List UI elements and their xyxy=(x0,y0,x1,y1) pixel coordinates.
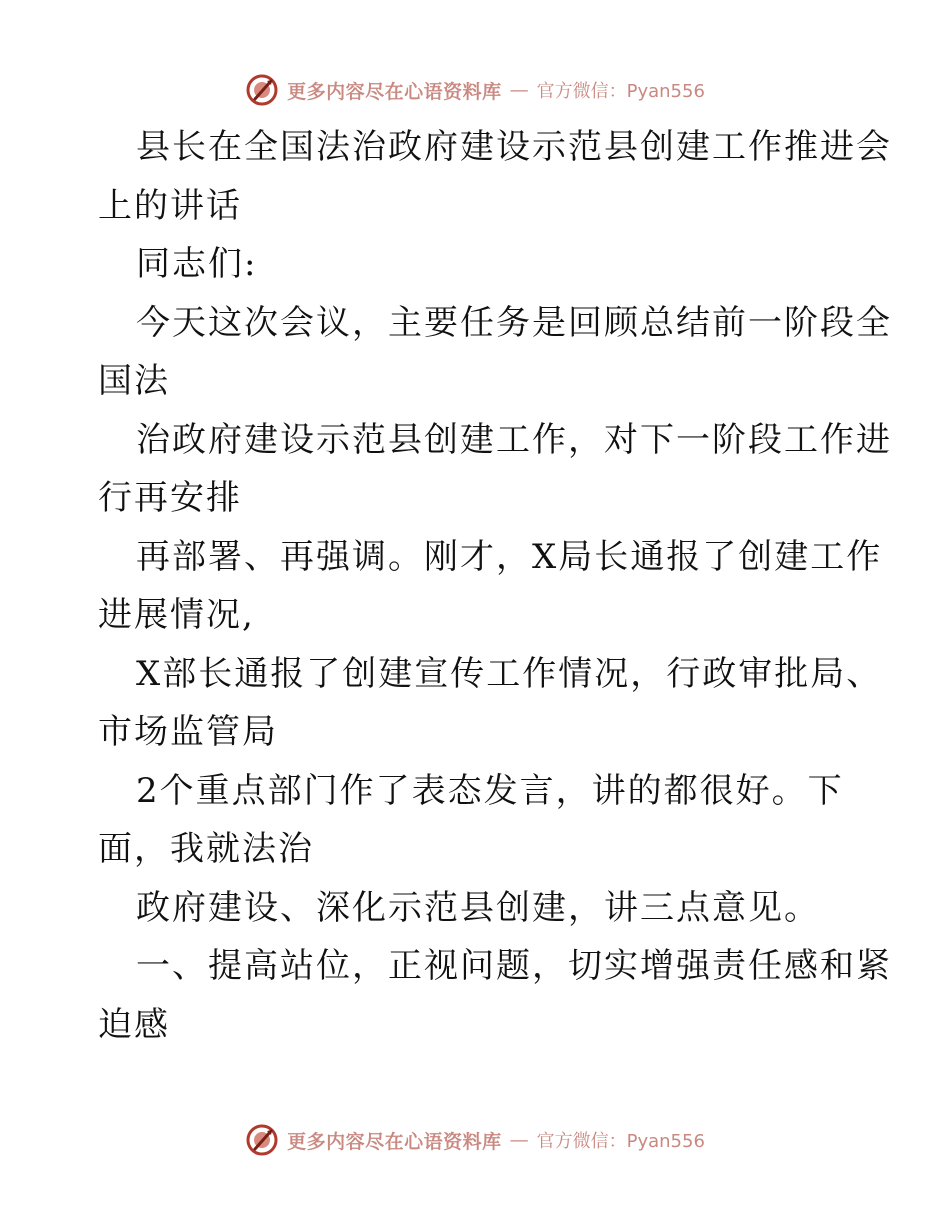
document-line: 行再安排 xyxy=(98,478,242,518)
document-line: 上的讲话 xyxy=(98,185,242,226)
watermark-brand-text: 更多内容尽在心语资料库 xyxy=(287,1130,502,1153)
document-line: X部长通报了创建宣传工作情况，行政审批局、 xyxy=(136,653,883,694)
document-line: 面，我就法治 xyxy=(98,829,314,869)
document-line: 一、提高站位，正视问题，切实增强责任感和紧 xyxy=(136,946,892,986)
footer-watermark xyxy=(0,1120,950,1160)
watermark-separator: — xyxy=(509,79,529,101)
watermark-brand-text: 更多内容尽在心语资料库 xyxy=(287,80,502,103)
document-line: 再部署、再强调。刚才，X局长通报了创建工作 xyxy=(136,536,883,577)
watermark-separator: — xyxy=(509,1129,529,1151)
document-line: 迫感 xyxy=(98,1004,170,1045)
document-line: 治政府建设示范县创建工作，对下一阶段工作进 xyxy=(136,419,892,460)
document-line: 政府建设、深化示范县创建，讲三点意见。 xyxy=(136,887,820,928)
document-line: 今天这次会议，主要任务是回顾总结前一阶段全 xyxy=(136,302,892,343)
watermark-wechat-text: 官方微信：Pyan556 xyxy=(536,1131,705,1152)
watermark-wechat-text: 官方微信：Pyan556 xyxy=(536,81,705,102)
header-watermark xyxy=(0,70,950,110)
document-line: 进展情况, xyxy=(98,595,255,635)
brand-logo-icon xyxy=(245,73,279,107)
brand-logo-icon xyxy=(245,1123,279,1157)
document-line: 2个重点部门作了表态发言，讲的都很好。下 xyxy=(136,770,844,811)
document-body xyxy=(98,118,892,1054)
document-line: 县长在全国法治政府建设示范县创建工作推进会 xyxy=(136,127,892,167)
document-line: 市场监管局 xyxy=(98,712,278,752)
document-line: 国法 xyxy=(98,361,170,401)
document-line: 同志们: xyxy=(136,244,258,284)
